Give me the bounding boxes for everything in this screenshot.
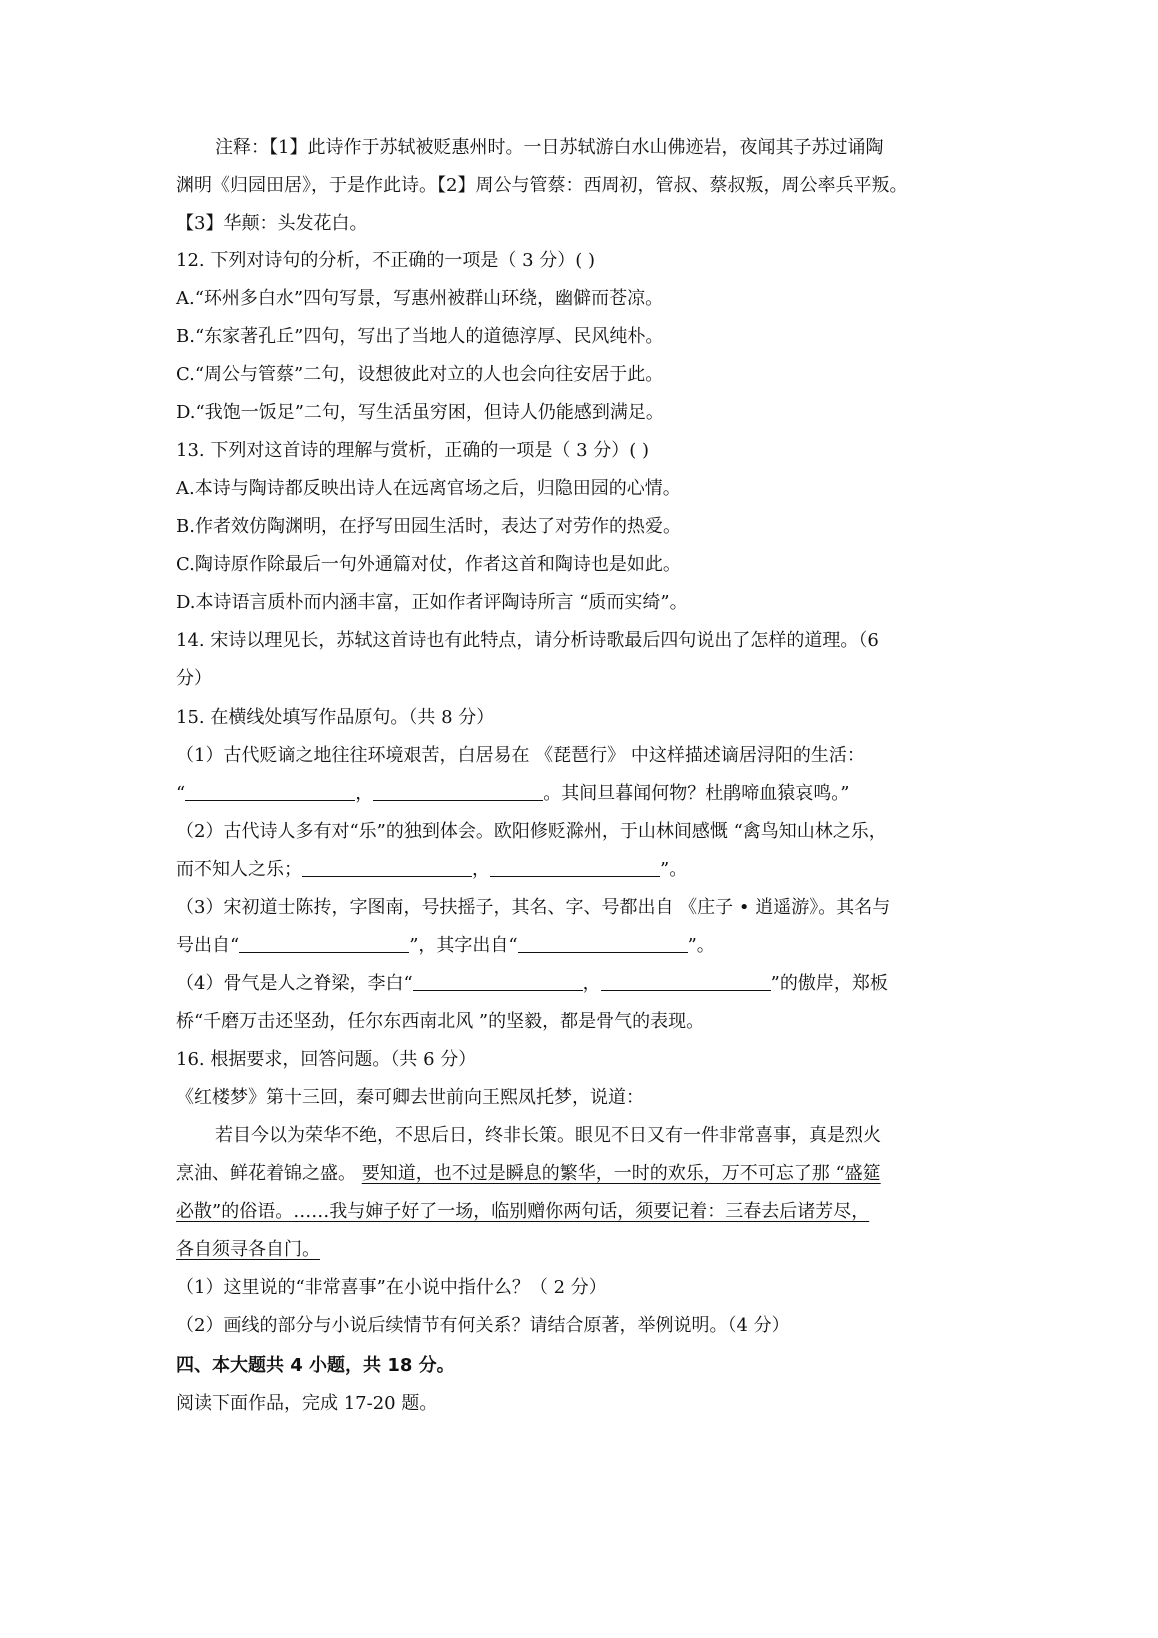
q15-s3-tail: ”。 (687, 935, 715, 956)
q15-s2-tail: ”。 (660, 859, 688, 880)
q15-s4-tail: ”的傲岸，郑板 (770, 973, 888, 994)
q16-passage-line-1: 若目今以为荣华不绝，不思后日，终非长策。眼见不日又有一件非常喜事，真是烈火 (215, 1125, 881, 1146)
q13-option-a: A.本诗与陶诗都反映出诗人在远离官场之后，归隐田园的心情。 (176, 478, 681, 499)
q15-s1-line-1: （1）古代贬谪之地往往环境艰苦，白居易在 《琵琶行》 中这样描述谪居浔阳的生活： (176, 745, 865, 766)
q16-passage-plain: 烹油、鲜花着锦之盛。 (176, 1163, 362, 1184)
note-line-3: 【3】华颠：头发花白。 (176, 213, 368, 234)
q15-s3-blank-2[interactable] (518, 936, 688, 953)
q16-underlined-text-1: 要知道，也不过是瞬息的繁华，一时的欢乐，万不可忘了那 “盛筵 (361, 1163, 881, 1184)
q15-s3-head: 号出自“ (176, 935, 240, 956)
q14-line-1: 14. 宋诗以理见长，苏轼这首诗也有此特点，请分析诗歌最后四句说出了怎样的道理。（6 (176, 630, 879, 651)
q15-s1-open-quote: “ (176, 783, 186, 804)
q16-sub-2: （2）画线的部分与小说后续情节有何关系？请结合原著，举例说明。（4 分） (176, 1315, 790, 1336)
q15-s2-line-1: （2）古代诗人多有对“乐”的独到体会。欧阳修贬滁州，于山林间感慨 “禽鸟知山林之乐， (176, 821, 887, 842)
q15-stem: 15. 在横线处填写作品原句。（共 8 分） (176, 707, 495, 728)
q15-s1-comma: ， (355, 783, 374, 804)
q15-s2-head: 而不知人之乐； (176, 859, 302, 880)
q15-s2-comma: ， (472, 859, 490, 880)
note-line-2: 渊明《归园田居》，于是作此诗。【2】周公与管蔡：西周初，管叔、蔡叔叛，周公率兵平叛。 (176, 175, 908, 196)
q13-option-d: D.本诗语言质朴而内涵丰富，正如作者评陶诗所言 “质而实绮”。 (176, 592, 688, 613)
q15-s1-blank-1[interactable] (185, 784, 355, 801)
q14-line-2: 分） (176, 668, 212, 689)
q12-option-a: A.“环州多白水”四句写景，写惠州被群山环绕，幽僻而苍凉。 (176, 288, 664, 309)
q13-stem: 13. 下列对这首诗的理解与赏析，正确的一项是（ 3 分）( ) (176, 440, 650, 461)
q15-s1-line-2 (176, 784, 849, 804)
q15-s2-line-2 (176, 860, 687, 880)
q15-s2-blank-2[interactable] (490, 860, 660, 877)
q16-passage-line-2 (176, 1164, 881, 1184)
q16-stem: 16. 根据要求，回答问题。（共 6 分） (176, 1049, 477, 1070)
q16-intro: 《红楼梦》第十三回，秦可卿去世前向王熙凤托梦，说道： (176, 1087, 644, 1108)
q12-stem: 12. 下列对诗句的分析，不正确的一项是（ 3 分）( ) (176, 250, 596, 271)
q15-s4-blank-2[interactable] (601, 974, 771, 991)
q15-s1-tail: 。其间旦暮闻何物？杜鹃啼血猿哀鸣。” (543, 783, 850, 804)
q13-option-b: B.作者效仿陶渊明，在抒写田园生活时，表达了对劳作的热爱。 (176, 516, 681, 537)
q15-s4-line-1 (176, 974, 888, 994)
q15-s3-line-1: （3）宋初道士陈抟，字图南，号扶摇子，其名、字、号都出自 《庄子 • 逍遥游》。其名与 (176, 897, 891, 918)
note-line-1: 注释：【1】此诗作于苏轼被贬惠州时。一日苏轼游白水山佛迹岩，夜闻其子苏过诵陶 (215, 137, 884, 158)
q15-s3-mid: ”，其字出自“ (409, 935, 518, 956)
q15-s4-blank-1[interactable] (413, 974, 583, 991)
q13-option-c: C.陶诗原作除最后一句外通篇对仗，作者这首和陶诗也是如此。 (176, 554, 681, 575)
q16-underlined-text-3: 各自须寻各自门。 (176, 1239, 320, 1260)
q15-s4-head: （4）骨气是人之脊梁，李白“ (176, 973, 413, 994)
q15-s4-comma: ， (582, 973, 601, 994)
q15-s1-blank-2[interactable] (373, 784, 543, 801)
section-4-intro: 阅读下面作品，完成 17-20 题。 (176, 1393, 438, 1414)
q16-underlined-text-2: 必散”的俗语。……我与婶子好了一场，临别赠你两句话，须要记着：三春去后诸芳尽， (176, 1201, 870, 1222)
q12-option-d: D.“我饱一饭足”二句，写生活虽穷困，但诗人仍能感到满足。 (176, 402, 664, 423)
section-4-title: 四、本大题共 4 小题，共 18 分。 (176, 1355, 455, 1376)
q12-option-c: C.“周公与管蔡”二句，设想彼此对立的人也会向往安居于此。 (176, 364, 664, 385)
q15-s3-line-2 (176, 936, 715, 956)
q15-s3-blank-1[interactable] (239, 936, 409, 953)
q15-s4-line-2: 桥“千磨万击还坚劲，任尔东西南北风 ”的坚毅，都是骨气的表现。 (176, 1011, 705, 1032)
q15-s2-blank-1[interactable] (302, 860, 472, 877)
q16-sub-1: （1）这里说的“非常喜事”在小说中指什么？（ 2 分） (176, 1277, 607, 1298)
q12-option-b: B.“东家著孔丘”四句，写出了当地人的道德淳厚、民风纯朴。 (176, 326, 664, 347)
